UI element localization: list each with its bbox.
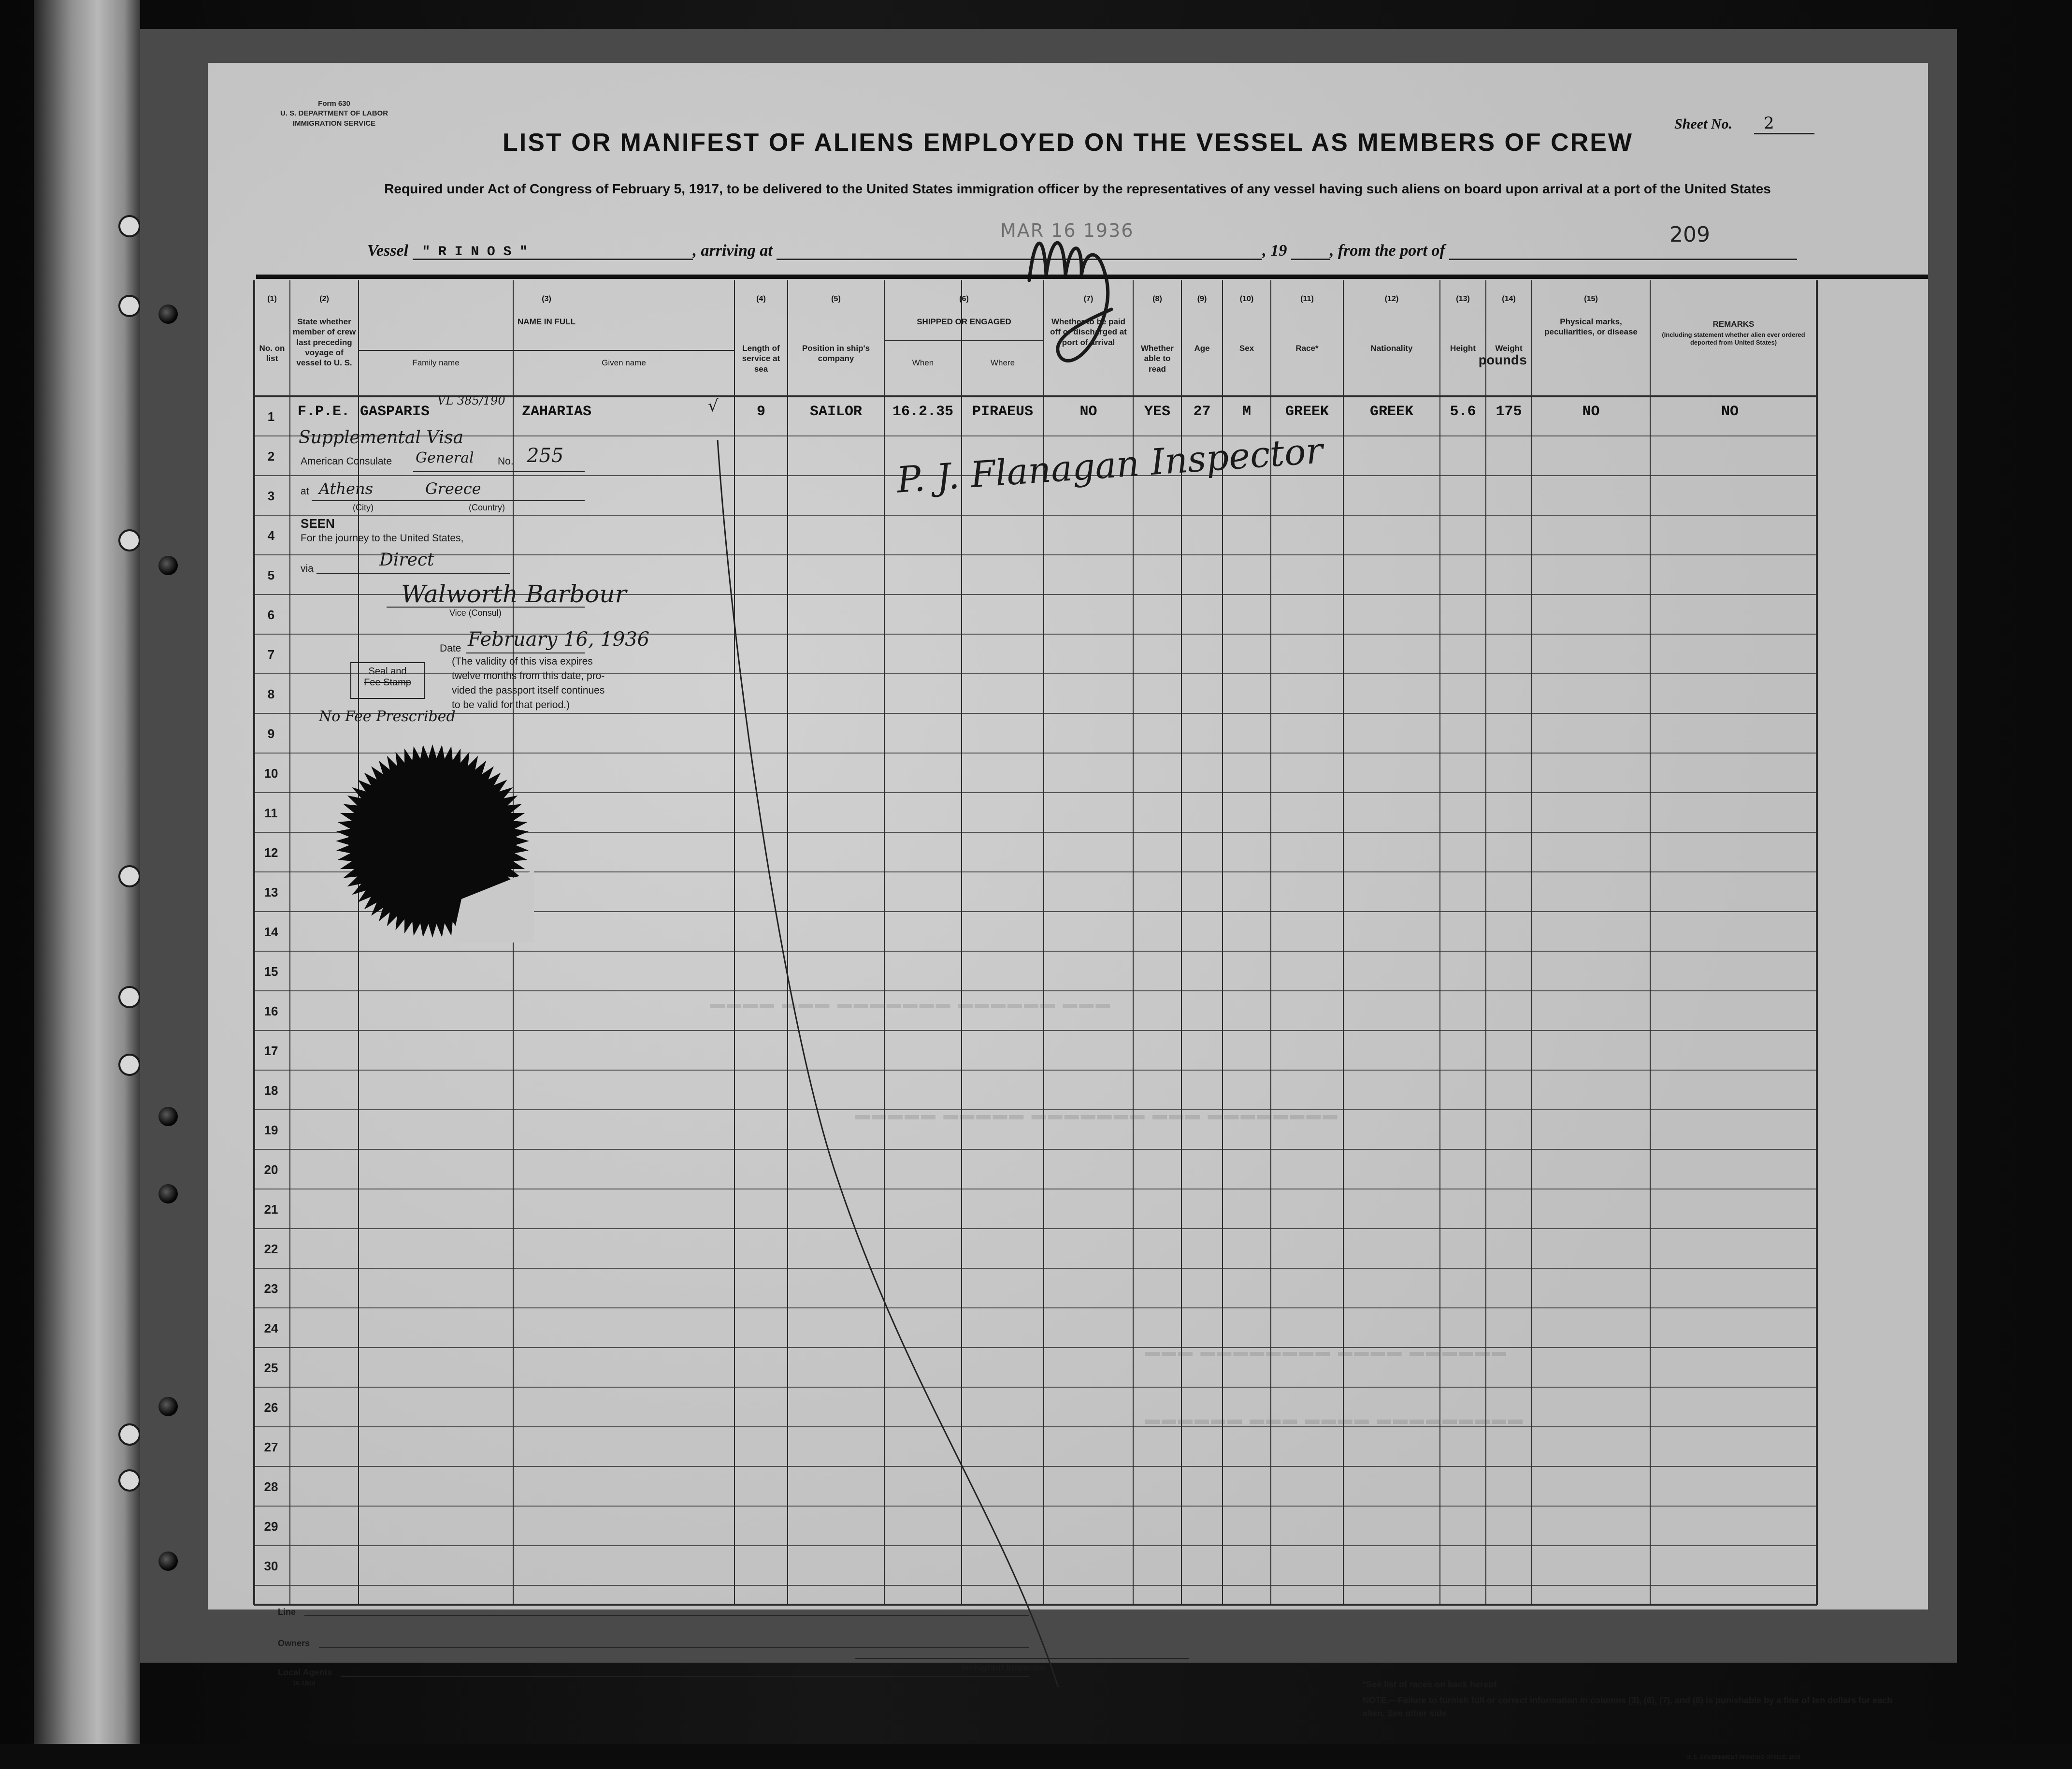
visa-validity-4: to be valid for that period.)	[452, 699, 570, 710]
row-number: 25	[264, 1361, 278, 1375]
visa-validity-3: vided the passport itself continues	[452, 685, 605, 696]
column-number: (12)	[1384, 295, 1399, 303]
row-number: 12	[264, 845, 278, 860]
row-number: 4	[267, 528, 275, 543]
crew-race: GREEK	[1285, 404, 1329, 420]
department-name: U. S. DEPARTMENT OF LABOR	[280, 109, 388, 118]
column-number: (7)	[1083, 295, 1094, 303]
column-number: (3)	[542, 295, 551, 303]
column-header: Physical marks, peculiarities, or disease	[1544, 317, 1638, 337]
penalty-note: NOTE.—Failure to furnish full or correct information in columns (3), (6), (7), and (8) is punishable by a fine of ten dollars for each alien. See other side.	[1363, 1696, 1893, 1718]
column-number: (5)	[831, 295, 841, 303]
consular-seal	[331, 740, 534, 942]
year-label: , 19	[1262, 242, 1287, 260]
form-number: Form 630	[318, 100, 350, 108]
visa-rule	[312, 500, 585, 501]
crew-weight: 175	[1496, 404, 1522, 420]
crew-height: 5.6	[1450, 404, 1476, 420]
punch-hole	[118, 1469, 141, 1492]
inspector-signature-rule	[855, 1658, 1189, 1659]
visa-validity-1: (The validity of this visa expires	[452, 656, 593, 667]
crew-family-name: GASPARIS	[360, 404, 430, 420]
column-header: REMARKS	[1712, 319, 1755, 329]
column-header: Whether able to read	[1141, 344, 1174, 374]
row-number: 14	[264, 925, 278, 939]
row-number: 9	[267, 726, 275, 741]
row-number: 23	[264, 1281, 278, 1296]
from-port-label: , from the port of	[1329, 242, 1445, 260]
binder-strip	[34, 0, 140, 1744]
crew-position: SAILOR	[809, 404, 863, 420]
column-subheader: Given name	[602, 358, 646, 367]
visa-journey: For the journey to the United States,	[301, 533, 464, 544]
row-number: 27	[264, 1440, 278, 1454]
footer-agents-code: 16-1840	[292, 1680, 316, 1687]
visa-rule	[413, 471, 585, 472]
punch-hole	[118, 1423, 141, 1446]
punch-hole	[118, 215, 141, 237]
seal-box-line-1: Seal and	[368, 666, 407, 677]
weight-unit: pounds	[1478, 354, 1527, 369]
column-header: Race*	[1295, 344, 1319, 353]
city-caption: (City)	[353, 503, 374, 512]
row-number: 10	[264, 766, 278, 781]
fee-note: No Fee Prescribed	[319, 708, 456, 725]
visa-seen: SEEN	[301, 516, 335, 531]
races-note: *See list of races on back hereof.	[1363, 1680, 1499, 1689]
sheet-number-value: 2	[1764, 114, 1774, 133]
country-caption: (Country)	[469, 503, 505, 512]
row-number: 13	[264, 885, 278, 899]
row-number: 26	[264, 1400, 278, 1415]
row-number: 29	[264, 1519, 278, 1534]
punch-hole	[118, 1054, 141, 1076]
crew-remarks: NO	[1721, 404, 1739, 420]
footer-owners-rule	[319, 1647, 1029, 1648]
row-number: 11	[264, 806, 278, 820]
visa-at-label: at	[301, 486, 309, 497]
column-number: (4)	[756, 295, 766, 303]
footer-agents-rule	[341, 1676, 1029, 1677]
crew-able-to-read: YES	[1144, 404, 1170, 420]
visa-rule	[387, 607, 585, 608]
footer-line-rule	[304, 1615, 1029, 1616]
column-header: Age	[1194, 344, 1210, 353]
arrival-date-stamp: MAR 16 1936	[1000, 220, 1134, 241]
printer-note: U. S. GOVERNMENT PRINTING OFFICE: 1936	[1686, 1754, 1801, 1760]
binder-rivet	[158, 1397, 178, 1416]
column-header: SHIPPED OR ENGAGED	[917, 317, 1011, 326]
column-header: Weight	[1495, 344, 1523, 353]
crew-length-of-service: 9	[756, 404, 765, 420]
visa-rule	[317, 573, 510, 574]
row-number: 3	[267, 489, 275, 503]
column-header: Whether to be paid off or discharged at port of arrival	[1050, 317, 1127, 347]
crew-nationality: GREEK	[1369, 404, 1413, 420]
crew-given-name: ZAHARIAS	[521, 404, 592, 420]
column-subheader: (Including statement whether alien ever ordered deported from United States)	[1662, 331, 1805, 347]
row-number: 30	[264, 1559, 278, 1573]
consul-caption: Vice (Consul)	[449, 608, 502, 618]
visa-via-value: Direct	[379, 550, 434, 570]
row-number: 15	[264, 964, 278, 979]
family-name-annotation: VL 385/190	[437, 394, 505, 407]
binder-rivet	[158, 1552, 178, 1571]
seal-box	[350, 662, 425, 699]
footer-inspector-label: Immigrant Inspector.	[962, 1663, 1048, 1672]
column-header: No. on list	[259, 344, 285, 363]
column-number: (13)	[1456, 295, 1470, 303]
consul-signature: Walworth Barbour	[401, 580, 627, 608]
service-name: IMMIGRATION SERVICE	[292, 119, 376, 128]
manifest-sheet	[208, 63, 1928, 1760]
bleed-through-text: ▬▬▬▬ ▬▬▬ ▬▬▬▬▬▬▬ ▬▬▬▬▬▬ ▬▬▬ ▬▬▬▬▬ ▬▬▬▬▬ ▬▬▬▬▬▬▬ ▬▬▬ ▬▬▬▬▬▬▬▬ ▬▬▬ ▬▬▬▬▬▬▬▬ ▬▬▬▬ ▬▬▬▬▬▬ ▬▬▬▬▬▬ ▬▬▬ ▬▬▬▬ ▬▬▬▬▬▬▬▬▬	[710, 996, 1525, 1427]
consulate-label: American Consulate	[301, 456, 392, 467]
punch-hole	[118, 295, 141, 317]
visa-via-label: via	[301, 563, 314, 574]
vessel-label: Vessel	[367, 242, 408, 260]
visa-country: Greece	[425, 479, 481, 498]
visa-date-label: Date	[440, 643, 461, 654]
punch-hole	[118, 529, 141, 551]
binder-rivet	[158, 1107, 178, 1126]
crew-age: 27	[1193, 404, 1211, 420]
crew-paid-off: NO	[1079, 404, 1097, 420]
crew-shipped-where: PIRAEUS	[972, 404, 1034, 420]
crew-last-voyage: F.P.E.	[297, 404, 350, 420]
footer-owners-label: Owners	[278, 1638, 310, 1648]
column-number: (9)	[1197, 295, 1207, 303]
visa-title: Supplemental Visa	[299, 428, 464, 448]
seal-box-line-2: Fee Stamp	[364, 677, 411, 688]
sheet-number-label: Sheet No.	[1674, 116, 1732, 132]
vessel-name-field: " R I N O S "	[413, 245, 693, 260]
column-subheader: When	[912, 358, 934, 367]
column-number: (14)	[1502, 295, 1516, 303]
row-number: 7	[267, 647, 275, 662]
row-number: 5	[267, 568, 275, 582]
column-number: (6)	[959, 295, 969, 303]
crew-sex: M	[1242, 404, 1251, 420]
column-header: Nationality	[1370, 344, 1413, 353]
row-number: 16	[264, 1004, 278, 1018]
punch-hole	[118, 986, 141, 1008]
check-mark: √	[708, 396, 719, 416]
column-number: (1)	[267, 295, 277, 303]
row-number: 2	[267, 449, 275, 464]
binder-rivet	[158, 304, 178, 324]
row-number: 22	[264, 1242, 278, 1256]
row-number: 18	[264, 1083, 278, 1098]
column-header: Position in ship's company	[802, 344, 870, 363]
column-subheader: Where	[990, 358, 1015, 367]
page-title: LIST OR MANIFEST OF ALIENS EMPLOYED ON THE VESSEL AS MEMBERS OF CREW	[503, 129, 1633, 157]
column-number: (8)	[1152, 295, 1162, 303]
column-number: (2)	[319, 295, 329, 303]
crew-physical-marks: NO	[1582, 404, 1600, 420]
row-number: 24	[264, 1321, 278, 1335]
row-number: 8	[267, 687, 275, 701]
footer-agents-label: Local Agents	[278, 1668, 332, 1677]
row-number: 19	[264, 1123, 278, 1137]
visa-rule	[466, 652, 585, 653]
row-number: 6	[267, 608, 275, 622]
column-header: NAME IN FULL	[518, 317, 576, 326]
column-number: (11)	[1300, 295, 1314, 303]
binder-rivet	[158, 556, 178, 575]
column-subheader: Family name	[412, 358, 460, 367]
visa-city: Athens	[319, 479, 373, 498]
column-header: Length of service at sea	[742, 344, 780, 374]
column-number: (15)	[1584, 295, 1598, 303]
column-number: (10)	[1239, 295, 1254, 303]
column-header: Sex	[1239, 344, 1254, 353]
row-number: 17	[264, 1044, 278, 1058]
consulate-value: General	[416, 450, 474, 466]
punch-hole	[118, 865, 141, 887]
visa-no-label: No.	[498, 456, 514, 467]
arriving-label: , arriving at	[692, 242, 773, 260]
row-number: 28	[264, 1479, 278, 1494]
column-header: State whether member of crew last preceding voyage of vessel to U. S.	[292, 317, 356, 367]
column-header: Height	[1450, 344, 1476, 353]
row-number: 20	[264, 1162, 278, 1177]
row-number: 21	[264, 1202, 278, 1217]
footer-line-label: Line	[278, 1607, 296, 1617]
form-subtitle: Required under Act of Congress of February 5, 1917, to be delivered to the United States immigration officer by the representatives of any vessel having such aliens on board upon arrival at a port of the United States	[384, 181, 1771, 196]
document-number: 209	[1669, 222, 1710, 247]
inspector-signature: P. J. Flanagan Inspector	[895, 430, 1324, 501]
visa-date-value: February 16, 1936	[468, 628, 650, 651]
binder-rivet	[158, 1184, 178, 1204]
visa-no-value: 255	[527, 445, 564, 467]
visa-validity-2: twelve months from this date, pro-	[452, 670, 605, 682]
crew-shipped-when: 16.2.35	[892, 404, 954, 420]
row-number: 1	[267, 409, 275, 424]
